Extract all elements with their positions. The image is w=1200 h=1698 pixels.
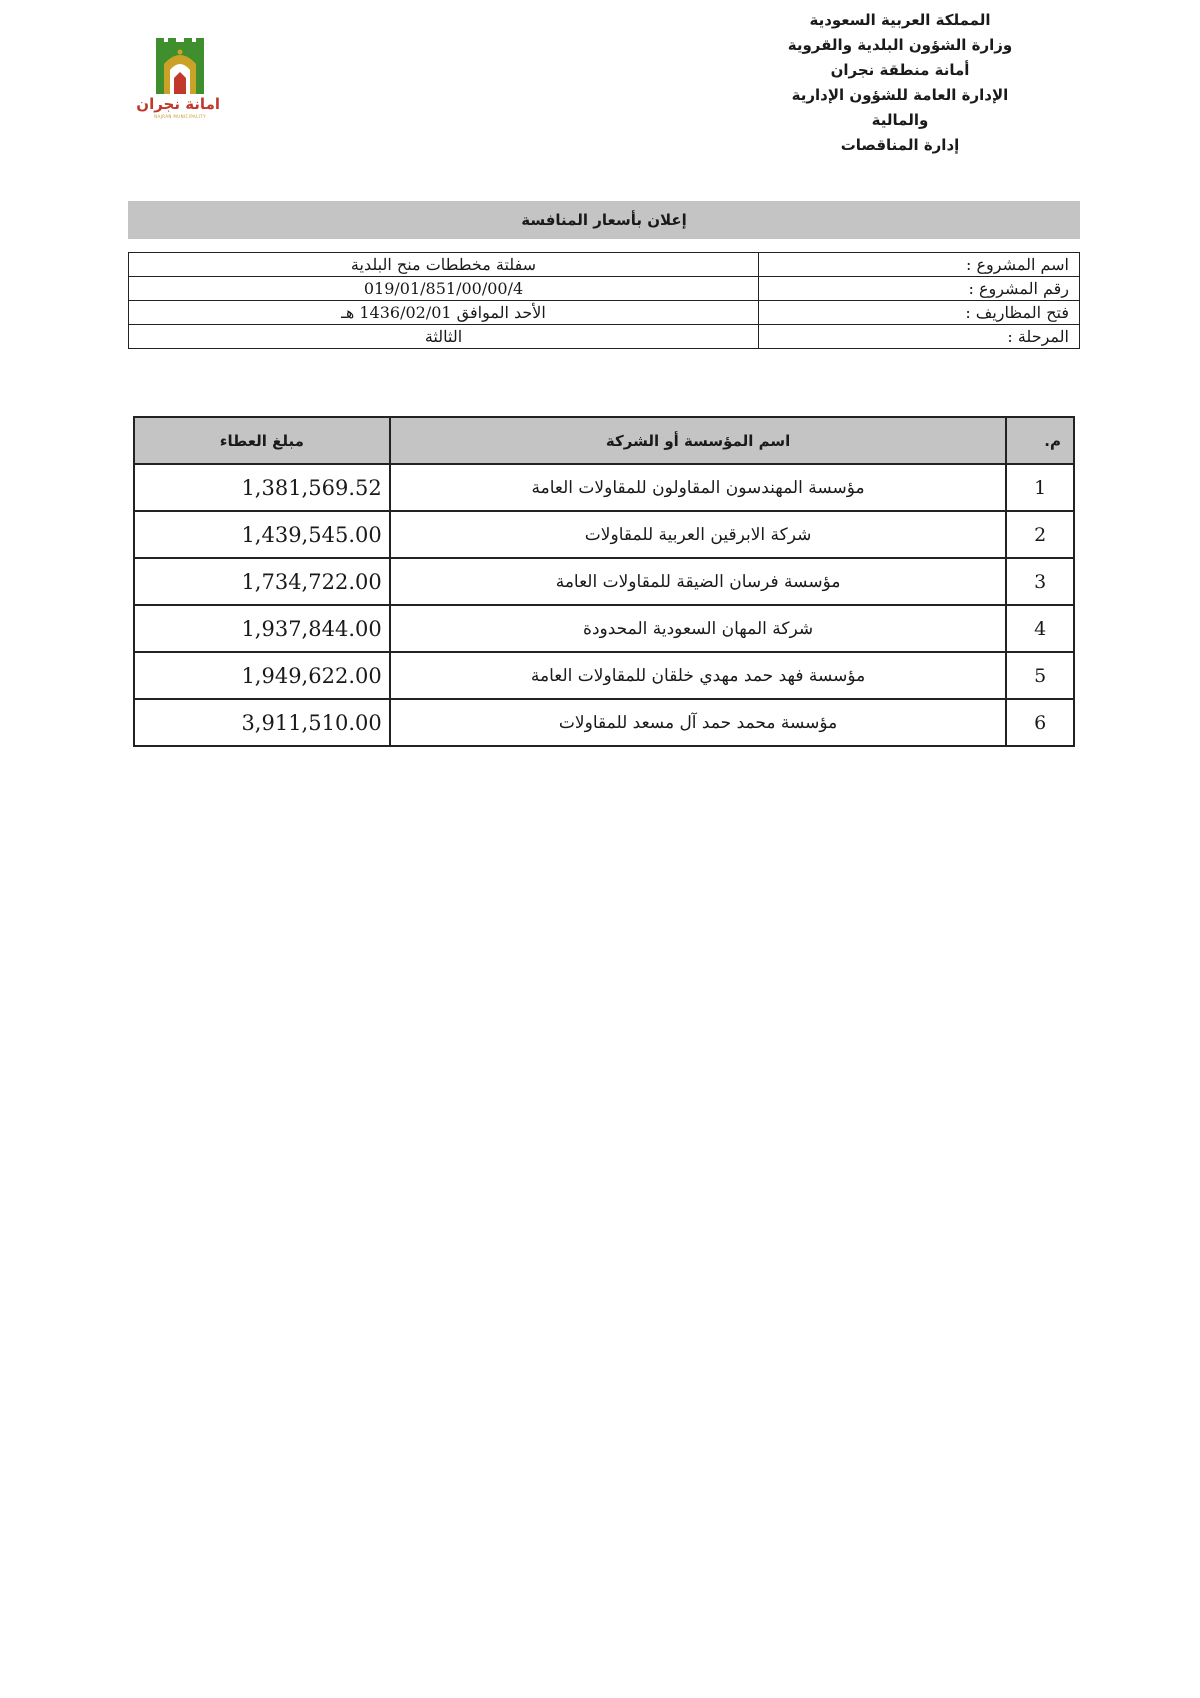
- bid-amount: 3,911,510.00: [241, 710, 382, 735]
- bids-table: [133, 416, 1075, 747]
- project-number-label: رقم المشروع :: [759, 277, 1080, 301]
- letterhead-line: المملكة العربية السعودية: [809, 11, 991, 29]
- bid-number: 3: [1006, 558, 1074, 605]
- bid-number: 5: [1006, 652, 1074, 699]
- letterhead-line: وزارة الشؤون البلدية والقروية: [787, 36, 1013, 54]
- bid-company-name: مؤسسة فرسان الضيقة للمقاولات العامة: [390, 558, 1007, 605]
- project-info-row: [129, 325, 1080, 349]
- envelope-opening-value: الأحد الموافق 1436/02/01 هـ: [129, 301, 759, 325]
- header-company-name: اسم المؤسسة أو الشركة: [390, 417, 1007, 464]
- najran-municipality-logo: [136, 38, 220, 122]
- bid-amount: 1,937,844.00: [241, 616, 382, 641]
- bid-company-name: مؤسسة المهندسون المقاولون للمقاولات العامة: [390, 464, 1007, 511]
- bid-company-name: شركة الابرقين العربية للمقاولات: [390, 511, 1007, 558]
- letterhead-line: أمانة منطقة نجران: [830, 61, 970, 79]
- logo-subtext: NAJRAN MUNICIPALITY: [154, 114, 206, 119]
- logo-text: امانة نجران: [136, 95, 220, 113]
- header-number: م.: [1006, 417, 1074, 464]
- logo-emblem-icon: [140, 38, 220, 98]
- bid-amount: 1,381,569.52: [241, 475, 382, 500]
- bid-company-name: مؤسسة فهد حمد مهدي خلقان للمقاولات العامة: [390, 652, 1007, 699]
- header-bid-amount: مبلغ العطاء: [134, 417, 390, 464]
- bid-amount-cell: [134, 464, 390, 511]
- project-number-value: 019/01/851/00/00/4: [129, 277, 759, 301]
- bid-company-name: مؤسسة محمد حمد آل مسعد للمقاولات: [390, 699, 1007, 746]
- bid-amount-cell: [134, 652, 390, 699]
- table-row: [134, 605, 1074, 652]
- bid-number: 1: [1006, 464, 1074, 511]
- bid-amount-cell: [134, 558, 390, 605]
- project-name-value: سفلتة مخططات منح البلدية: [129, 253, 759, 277]
- project-info-table: [128, 252, 1080, 349]
- bid-amount-cell: [134, 699, 390, 746]
- project-info-row: [129, 253, 1080, 277]
- project-info-row: [129, 301, 1080, 325]
- bid-amount: 1,439,545.00: [241, 522, 382, 547]
- bids-header-row: [134, 417, 1074, 464]
- phase-label: المرحلة :: [759, 325, 1080, 349]
- bid-number: 4: [1006, 605, 1074, 652]
- phase-value: الثالثة: [129, 325, 759, 349]
- letterhead-line: الإدارة العامة للشؤون الإدارية: [791, 86, 1009, 104]
- letterhead-line: إدارة المناقصات: [840, 136, 960, 154]
- announcement-title: إعلان بأسعار المنافسة: [128, 201, 1080, 239]
- bid-amount: 1,734,722.00: [241, 569, 382, 594]
- letterhead: [740, 8, 1060, 158]
- bid-company-name: شركة المهان السعودية المحدودة: [390, 605, 1007, 652]
- bid-number: 2: [1006, 511, 1074, 558]
- table-row: [134, 511, 1074, 558]
- project-info-row: [129, 277, 1080, 301]
- bid-amount-cell: [134, 605, 390, 652]
- table-row: [134, 558, 1074, 605]
- letterhead-line: والمالية: [871, 111, 929, 129]
- table-row: [134, 464, 1074, 511]
- project-name-label: اسم المشروع :: [759, 253, 1080, 277]
- table-row: [134, 699, 1074, 746]
- bid-number: 6: [1006, 699, 1074, 746]
- table-row: [134, 652, 1074, 699]
- bid-amount-cell: [134, 511, 390, 558]
- envelope-opening-label: فتح المظاريف :: [759, 301, 1080, 325]
- bid-amount: 1,949,622.00: [241, 663, 382, 688]
